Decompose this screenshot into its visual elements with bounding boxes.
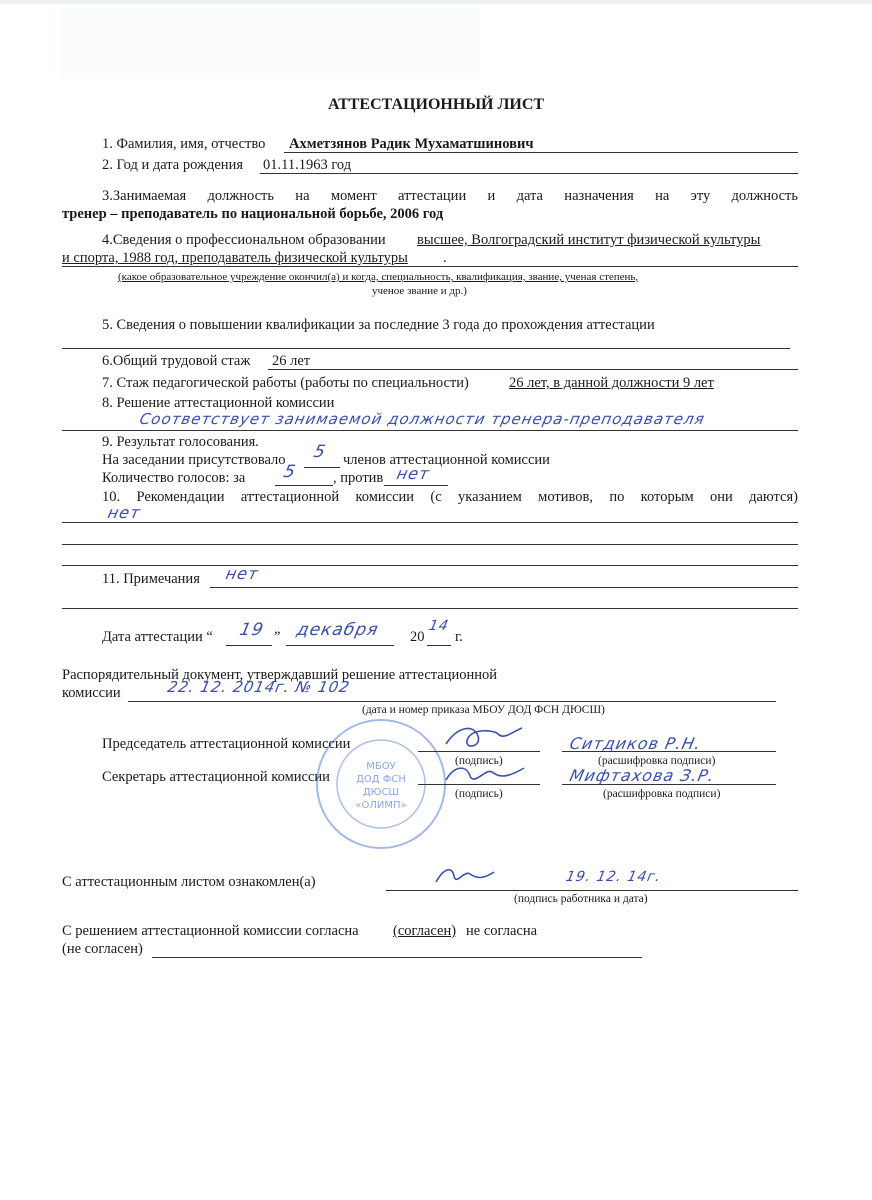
date-year-prefix: 20: [410, 629, 425, 645]
item9-present-b: членов аттестационной комиссии: [343, 452, 550, 468]
date-quote-close: ”: [274, 629, 281, 645]
order-line-b: комиссии: [62, 685, 121, 701]
acquainted-label: С аттестационным листом ознакомлен(а): [62, 874, 316, 890]
item6-line: [268, 369, 798, 370]
agreement-line-b: (не согласен): [62, 941, 143, 957]
item3-label: 3.Занимаемая должность на момент аттестации и дата назначения на эту должность: [102, 188, 798, 204]
item8-handwriting: Соответствует занимаемой должности тренера-преподавателя: [138, 410, 707, 428]
page-title: АТТЕСТАЦИОННЫЙ ЛИСТ: [327, 96, 545, 113]
stamp-line-2: ДОД ФСН: [356, 774, 406, 785]
date-year-suffix: г.: [455, 629, 463, 645]
chair-name-line: [562, 751, 776, 752]
item7-value: 26 лет, в данной должности 9 лет: [509, 375, 714, 391]
item8-label: 8. Решение аттестационной комиссии: [102, 395, 335, 411]
item10-line-2: [62, 544, 798, 545]
secretary-name-line: [562, 784, 776, 785]
scan-bleed: [60, 8, 480, 78]
item10-label: 10. Рекомендации аттестационной комиссии (с указанием мотивов, по которым они даются): [102, 489, 798, 505]
date-day-hand: 19: [237, 620, 266, 640]
stamp-line-1: МБОУ: [366, 761, 396, 772]
item2-line: [260, 173, 798, 174]
item1-value: Ахметзянов Радик Мухаматшинович: [289, 136, 534, 152]
item11-line-2: [62, 608, 798, 609]
employee-signature: [430, 862, 500, 892]
item9-votes-b: , против: [333, 470, 384, 486]
acquainted-line: [386, 890, 798, 891]
item9-votes-against-line: [384, 485, 448, 486]
secretary-label: Секретарь аттестационной комиссии: [102, 769, 330, 785]
item9-present-hand: 5: [311, 442, 328, 462]
stamp-line-4: «ОЛИМП»: [355, 800, 407, 811]
secretary-sign-hint: (подпись): [455, 788, 503, 800]
item9-votes-a: Количество голосов: за: [102, 470, 246, 486]
chair-name-hand: Ситдиков Р.Н.: [567, 734, 704, 753]
item10-line-1: [62, 522, 798, 523]
date-year-line: [427, 645, 451, 646]
item8-line: [62, 430, 798, 431]
secretary-name-hand: Мифтахова З.Р.: [567, 766, 717, 785]
item9-present-a: На заседании присутствовало: [102, 452, 286, 468]
order-line-a: Распорядительный документ, утверждавший решение аттестационной: [62, 667, 498, 683]
chair-sign-hint: (подпись): [455, 755, 503, 767]
item5-line: [62, 348, 790, 349]
secretary-sign-line: [418, 784, 540, 785]
item4-line: [62, 266, 798, 267]
item10-handwriting: нет: [105, 503, 143, 522]
order-line: [128, 701, 776, 702]
item11-line-1: [210, 587, 798, 588]
date-month-hand: декабря: [294, 620, 381, 640]
item4-hint-a: (какое образовательное учреждение окончил(а) и когда, специальность, квалификация, звание, ученая степень,: [118, 271, 639, 283]
item4-value-b-end: .: [443, 250, 447, 266]
agreement-line: [152, 957, 642, 958]
order-hint: (дата и номер приказа МБОУ ДОД ФСН ДЮСШ): [362, 704, 605, 716]
item7-label: 7. Стаж педагогической работы (работы по специальности): [102, 375, 469, 391]
order-handwriting: 22. 12. 2014г. № 102: [166, 678, 352, 696]
acquainted-date-hand: 19. 12. 14г.: [564, 869, 663, 885]
chair-sign-line: [418, 751, 540, 752]
item2-value: 01.11.1963 год: [263, 157, 352, 173]
secretary-signature: [440, 758, 530, 790]
item1-line: [284, 152, 798, 153]
item3-value: тренер – преподаватель по национальной борьбе, 2006 год: [62, 206, 444, 222]
agreement-line-a-1: С решением аттестационной комиссии согласна: [62, 923, 359, 939]
chair-decode-hint: (расшифровка подписи): [598, 755, 716, 767]
item11-handwriting: нет: [223, 564, 261, 583]
scan-edge: [0, 0, 872, 4]
item9-votes-for-hand: 5: [281, 462, 298, 482]
date-year-hand: 14: [427, 618, 451, 634]
stamp-line-3: ДЮСШ: [362, 787, 400, 798]
acquainted-hint: (подпись работника и дата): [514, 893, 648, 905]
chair-label: Председатель аттестационной комиссии: [102, 736, 351, 752]
item9-present-line: [304, 467, 340, 468]
item4-hint-b: ученое звание и др.): [372, 285, 467, 297]
item6-label: 6.Общий трудовой стаж: [102, 353, 251, 369]
item6-value: 26 лет: [272, 353, 311, 369]
date-month-line: [286, 645, 394, 646]
date-day-line: [226, 645, 272, 646]
item4-value-a: высшее, Волгоградский институт физической культуры: [417, 232, 761, 248]
item5-label: 5. Сведения о повышении квалификации за последние 3 года до прохождения аттестации: [102, 317, 655, 333]
item1-label: 1. Фамилия, имя, отчество: [102, 136, 266, 152]
secretary-decode-hint: (расшифровка подписи): [603, 788, 721, 800]
date-label: Дата аттестации “: [102, 629, 213, 645]
item11-label: 11. Примечания: [102, 571, 200, 587]
item10-line-3: [62, 565, 798, 566]
item4-label: 4.Сведения о профессиональном образовании: [102, 232, 386, 248]
item9-votes-against-hand: нет: [394, 464, 432, 483]
item2-label: 2. Год и дата рождения: [102, 157, 243, 173]
item4-value-b: и спорта, 1988 год, преподаватель физической культуры: [62, 250, 408, 266]
agreement-line-a-3: не согласна: [466, 923, 538, 939]
item9-label: 9. Результат голосования.: [102, 434, 259, 450]
item9-votes-for-line: [275, 485, 333, 486]
agreement-line-a-2: (согласен): [393, 923, 457, 939]
